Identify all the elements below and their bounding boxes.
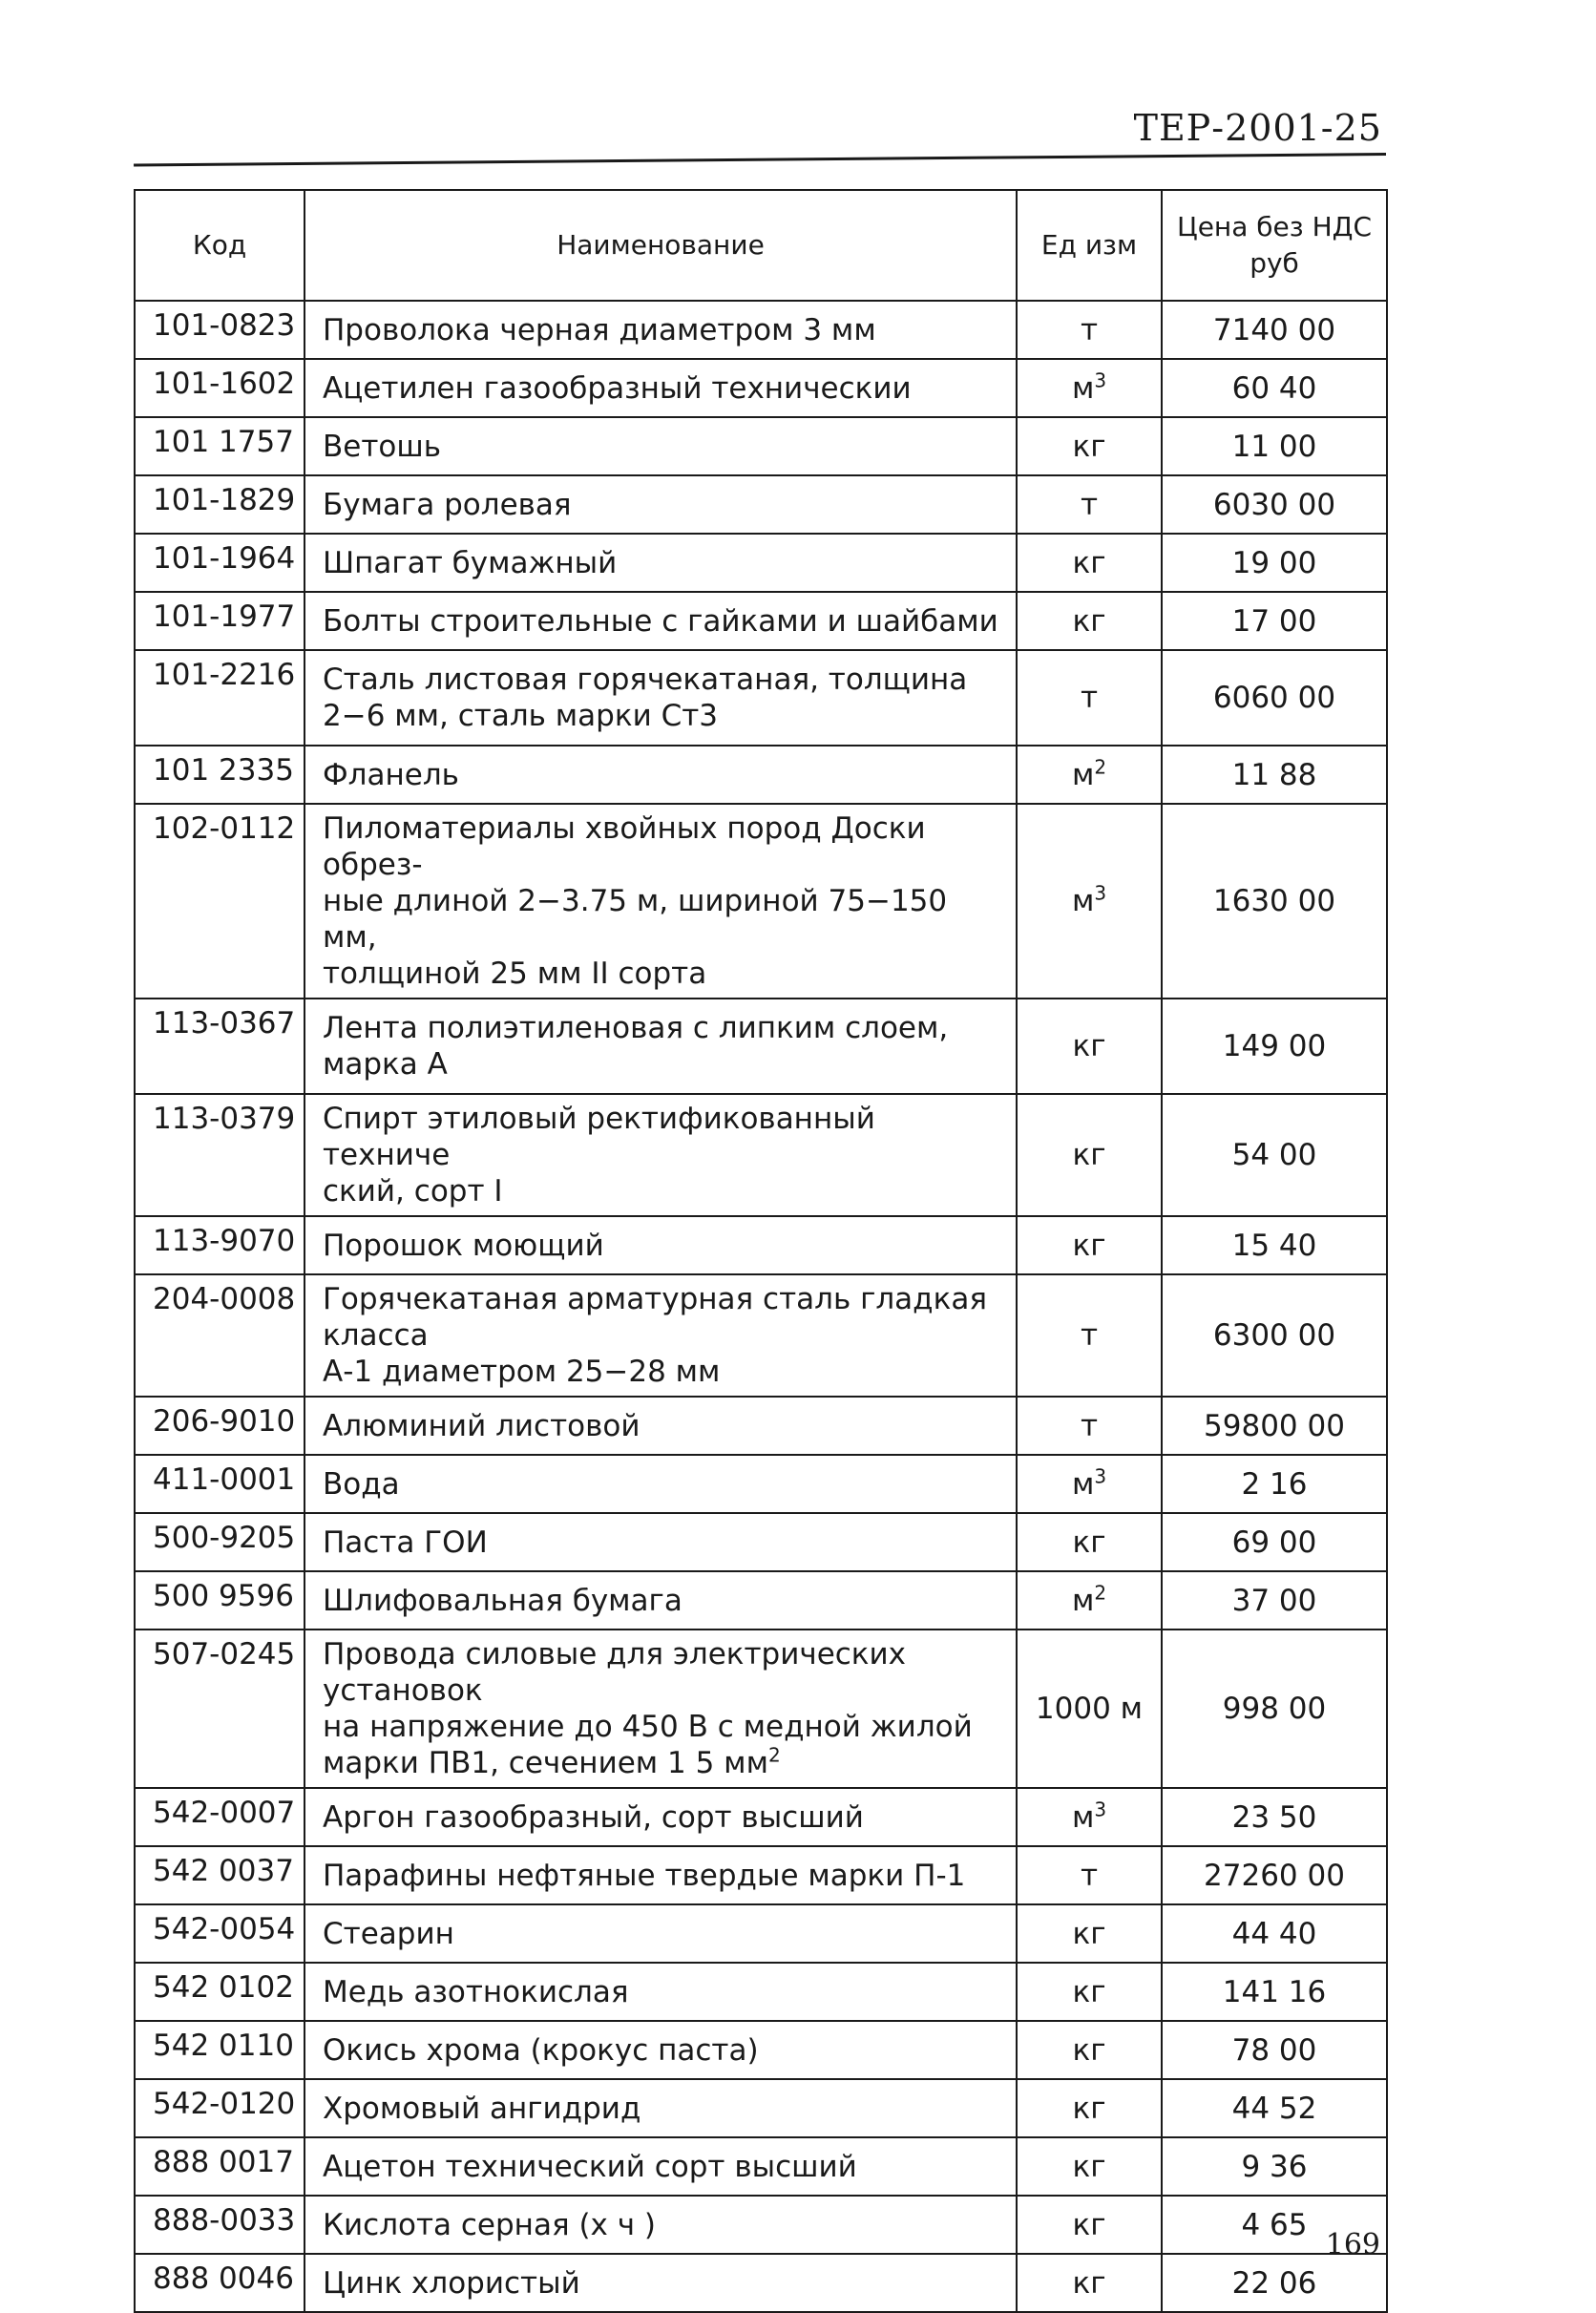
cell-code: 113-9070 <box>135 1216 304 1274</box>
cell-name-text: Болты строительные с гайками и шайбами <box>323 603 998 639</box>
cell-name <box>304 2137 1017 2196</box>
cell-unit-text: м <box>1071 757 1095 792</box>
cell-code: 101-2216 <box>135 650 304 746</box>
cell-price: 11 00 <box>1162 417 1387 475</box>
cell-code: 888-0033 <box>135 2196 304 2254</box>
cell-name <box>304 1904 1017 1963</box>
column-header-code: Код <box>135 190 304 301</box>
cell-name-text: Шлифовальная бумага <box>323 1583 682 1618</box>
cell-name-text: Горячекатаная арматурная сталь гладкая класса А-1 диаметром 25−28 мм <box>323 1282 987 1389</box>
cell-name-text: Ацетон технический сорт высший <box>323 2149 857 2184</box>
column-header-name: Наименование <box>304 190 1017 301</box>
cell-name-text: Фланель <box>323 757 459 792</box>
cell-unit <box>1017 999 1162 1094</box>
table-row <box>135 2021 1387 2079</box>
cell-name <box>304 1630 1017 1788</box>
document-header-title: ТЕР-2001-25 <box>1133 107 1382 149</box>
cell-name-text: Бумага ролевая <box>323 487 572 522</box>
table-row <box>135 1455 1387 1513</box>
cell-unit-text: кг <box>1072 2091 1106 2126</box>
table-row <box>135 1397 1387 1455</box>
cell-unit <box>1017 1513 1162 1571</box>
cell-price: 17 00 <box>1162 592 1387 650</box>
cell-code: 204-0008 <box>135 1274 304 1397</box>
cell-unit <box>1017 650 1162 746</box>
cell-name-text: Провода силовые для электрических установок на напряжение до 450 В с медной жилой марки ПВ1, сечением 1 5 мм <box>323 1637 973 1780</box>
table-row <box>135 1963 1387 2021</box>
cell-unit <box>1017 1455 1162 1513</box>
cell-unit-text: кг <box>1072 2265 1106 2301</box>
table-row <box>135 2254 1387 2312</box>
cell-price: 6300 00 <box>1162 1274 1387 1397</box>
cell-name <box>304 1094 1017 1216</box>
cell-name-text: Ветошь <box>323 429 441 464</box>
table-row <box>135 1513 1387 1571</box>
cell-unit-text: м <box>1071 1583 1095 1618</box>
column-header-price: Цена без НДС руб <box>1162 190 1387 301</box>
cell-unit <box>1017 1788 1162 1846</box>
cell-unit-text: м <box>1071 884 1095 918</box>
table-row <box>135 650 1387 746</box>
cell-unit-text: т <box>1080 1318 1099 1353</box>
cell-name <box>304 1513 1017 1571</box>
cell-unit-text: м <box>1071 1799 1095 1835</box>
cell-name <box>304 804 1017 999</box>
cell-name-text: Цинк хлористый <box>323 2265 580 2301</box>
cell-name <box>304 592 1017 650</box>
cell-name <box>304 1788 1017 1846</box>
cell-unit <box>1017 2254 1162 2312</box>
table-row <box>135 1216 1387 1274</box>
table-row <box>135 1274 1387 1397</box>
table-row <box>135 1571 1387 1630</box>
table-row <box>135 1094 1387 1216</box>
cell-price: 2 16 <box>1162 1455 1387 1513</box>
cell-name-text: Стеарин <box>323 1916 454 1951</box>
cell-unit-text: кг <box>1072 1524 1106 1560</box>
cell-code: 101-1829 <box>135 475 304 534</box>
table-row <box>135 746 1387 804</box>
cell-price: 60 40 <box>1162 359 1387 417</box>
cell-price: 141 16 <box>1162 1963 1387 2021</box>
table-row <box>135 301 1387 359</box>
cell-name-text: Медь азотнокислая <box>323 1974 629 2009</box>
header-divider-line <box>134 153 1386 166</box>
cell-code: 101-0823 <box>135 301 304 359</box>
cell-unit-text: кг <box>1072 2149 1106 2184</box>
cell-unit-text: кг <box>1072 1138 1106 1172</box>
cell-name <box>304 999 1017 1094</box>
cell-price: 6060 00 <box>1162 650 1387 746</box>
cell-unit <box>1017 1571 1162 1630</box>
cell-name <box>304 650 1017 746</box>
cell-unit-text: т <box>1080 681 1099 715</box>
table-row <box>135 804 1387 999</box>
cell-name-text: Лента полиэтиленовая с липким слоем, марка А <box>323 1011 949 1082</box>
cell-code: 500-9205 <box>135 1513 304 1571</box>
cell-price: 4 65 <box>1162 2196 1387 2254</box>
cell-name-text: Пиломатериалы хвойных пород Доски обрез- ные длиной 2−3.75 м, шириной 75−150 мм, толщиной 25 мм II сорта <box>323 811 948 991</box>
cell-price: 1630 00 <box>1162 804 1387 999</box>
cell-name-text: Спирт этиловый ректификованный техниче ский, сорт I <box>323 1102 875 1209</box>
cell-code: 888 0046 <box>135 2254 304 2312</box>
cell-unit-superscript: 3 <box>1094 1464 1107 1488</box>
table-row <box>135 1630 1387 1788</box>
cell-code: 411-0001 <box>135 1455 304 1513</box>
cell-price: 998 00 <box>1162 1630 1387 1788</box>
cell-unit <box>1017 804 1162 999</box>
cell-name-text: Сталь листовая горячекатаная, толщина 2−6 мм, сталь марки Ст3 <box>323 662 968 733</box>
cell-unit-text: м <box>1071 1466 1095 1502</box>
cell-unit <box>1017 746 1162 804</box>
cell-name <box>304 746 1017 804</box>
cell-price: 37 00 <box>1162 1571 1387 1630</box>
cell-price: 9 36 <box>1162 2137 1387 2196</box>
page-number: 169 <box>1325 2228 1380 2261</box>
cell-price: 54 00 <box>1162 1094 1387 1216</box>
cell-name-text: Парафины нефтяные твердые марки П-1 <box>323 1858 966 1893</box>
cell-unit-text: кг <box>1072 429 1106 464</box>
cell-code: 101-1602 <box>135 359 304 417</box>
table-row <box>135 534 1387 592</box>
cell-price: 23 50 <box>1162 1788 1387 1846</box>
cell-unit <box>1017 359 1162 417</box>
cell-unit <box>1017 417 1162 475</box>
cell-unit <box>1017 1397 1162 1455</box>
cell-unit-text: кг <box>1072 545 1106 580</box>
cell-unit-superscript: 3 <box>1094 368 1107 392</box>
cell-price: 11 88 <box>1162 746 1387 804</box>
cell-unit-text: т <box>1080 312 1099 347</box>
cell-name <box>304 475 1017 534</box>
cell-unit-text: кг <box>1072 2032 1106 2068</box>
cell-price: 69 00 <box>1162 1513 1387 1571</box>
cell-name <box>304 1963 1017 2021</box>
table-row <box>135 2079 1387 2137</box>
cell-name <box>304 1216 1017 1274</box>
cell-name-text: Алюминий листовой <box>323 1408 640 1443</box>
cell-unit-text: кг <box>1072 1228 1106 1263</box>
cell-name <box>304 534 1017 592</box>
cell-name <box>304 1397 1017 1455</box>
cell-unit <box>1017 1094 1162 1216</box>
cell-price: 149 00 <box>1162 999 1387 1094</box>
cell-name-text: Хромовый ангидрид <box>323 2091 641 2126</box>
cell-code: 507-0245 <box>135 1630 304 1788</box>
table-row <box>135 1846 1387 1904</box>
cell-code: 542-0054 <box>135 1904 304 1963</box>
cell-unit <box>1017 475 1162 534</box>
cell-code: 500 9596 <box>135 1571 304 1630</box>
cell-unit <box>1017 2196 1162 2254</box>
cell-unit <box>1017 2137 1162 2196</box>
cell-unit-text: кг <box>1072 1916 1106 1951</box>
table-row <box>135 1904 1387 1963</box>
cell-unit-text: 1000 м <box>1035 1692 1144 1726</box>
cell-price: 22 06 <box>1162 2254 1387 2312</box>
cell-unit-text: м <box>1071 370 1095 406</box>
cell-unit-text: кг <box>1072 1029 1106 1063</box>
cell-code: 101 2335 <box>135 746 304 804</box>
cell-name-text: Проволока черная диаметром 3 мм <box>323 312 876 347</box>
cell-code: 101-1964 <box>135 534 304 592</box>
cell-code: 542 0102 <box>135 1963 304 2021</box>
cell-unit-text: т <box>1080 1858 1099 1893</box>
cell-name <box>304 417 1017 475</box>
price-table <box>134 189 1388 2313</box>
cell-name-text: Паста ГОИ <box>323 1524 488 1560</box>
cell-unit <box>1017 1963 1162 2021</box>
cell-code: 888 0017 <box>135 2137 304 2196</box>
cell-name <box>304 2254 1017 2312</box>
cell-unit-superscript: 3 <box>1094 1798 1107 1821</box>
cell-name <box>304 2079 1017 2137</box>
cell-unit <box>1017 1904 1162 1963</box>
cell-code: 101-1977 <box>135 592 304 650</box>
cell-price: 78 00 <box>1162 2021 1387 2079</box>
cell-unit-text: т <box>1080 1408 1099 1443</box>
cell-name-text: Окись хрома (крокус паста) <box>323 2032 759 2068</box>
cell-name-text: Вода <box>323 1466 400 1502</box>
cell-code: 542 0037 <box>135 1846 304 1904</box>
cell-price: 6030 00 <box>1162 475 1387 534</box>
cell-unit-superscript: 3 <box>1094 881 1107 905</box>
cell-unit <box>1017 534 1162 592</box>
cell-unit-text: кг <box>1072 1974 1106 2009</box>
cell-unit-superscript: 2 <box>1094 1581 1107 1605</box>
cell-code: 542-0007 <box>135 1788 304 1846</box>
cell-name <box>304 2196 1017 2254</box>
cell-name <box>304 1846 1017 1904</box>
table-row <box>135 417 1387 475</box>
cell-name-superscript: 2 <box>767 1743 781 1767</box>
cell-price: 27260 00 <box>1162 1846 1387 1904</box>
cell-name <box>304 1571 1017 1630</box>
cell-code: 542-0120 <box>135 2079 304 2137</box>
cell-name-text: Порошок моющий <box>323 1228 604 1263</box>
cell-code: 113-0367 <box>135 999 304 1094</box>
cell-unit-text: т <box>1080 487 1099 522</box>
cell-name-text: Кислота серная (х ч ) <box>323 2207 657 2242</box>
cell-unit <box>1017 2021 1162 2079</box>
cell-price: 44 40 <box>1162 1904 1387 1963</box>
cell-unit <box>1017 1216 1162 1274</box>
table-row <box>135 2196 1387 2254</box>
cell-name-text: Аргон газообразный, сорт высший <box>323 1799 864 1835</box>
cell-code: 542 0110 <box>135 2021 304 2079</box>
cell-code: 113-0379 <box>135 1094 304 1216</box>
cell-price: 44 52 <box>1162 2079 1387 2137</box>
table-row <box>135 592 1387 650</box>
table-header-row <box>135 190 1387 301</box>
table-body <box>135 301 1387 2312</box>
cell-name <box>304 2021 1017 2079</box>
price-table-container <box>134 189 1386 2313</box>
column-header-unit: Ед изм <box>1017 190 1162 301</box>
table-row <box>135 999 1387 1094</box>
cell-unit <box>1017 1274 1162 1397</box>
cell-name <box>304 1274 1017 1397</box>
cell-unit <box>1017 592 1162 650</box>
cell-unit <box>1017 1630 1162 1788</box>
cell-name <box>304 1455 1017 1513</box>
cell-price: 7140 00 <box>1162 301 1387 359</box>
cell-name-text: Ацетилен газообразный техническии <box>323 370 912 406</box>
table-row <box>135 1788 1387 1846</box>
table-row <box>135 359 1387 417</box>
cell-price: 59800 00 <box>1162 1397 1387 1455</box>
cell-code: 101 1757 <box>135 417 304 475</box>
cell-name-text: Шпагат бумажный <box>323 545 618 580</box>
cell-unit <box>1017 301 1162 359</box>
cell-unit-text: кг <box>1072 603 1106 639</box>
table-row <box>135 475 1387 534</box>
cell-unit <box>1017 1846 1162 1904</box>
cell-code: 102-0112 <box>135 804 304 999</box>
cell-unit-text: кг <box>1072 2207 1106 2242</box>
cell-name <box>304 301 1017 359</box>
cell-unit-superscript: 2 <box>1094 755 1107 779</box>
cell-code: 206-9010 <box>135 1397 304 1455</box>
cell-price: 15 40 <box>1162 1216 1387 1274</box>
cell-name <box>304 359 1017 417</box>
cell-price: 19 00 <box>1162 534 1387 592</box>
cell-unit <box>1017 2079 1162 2137</box>
table-row <box>135 2137 1387 2196</box>
